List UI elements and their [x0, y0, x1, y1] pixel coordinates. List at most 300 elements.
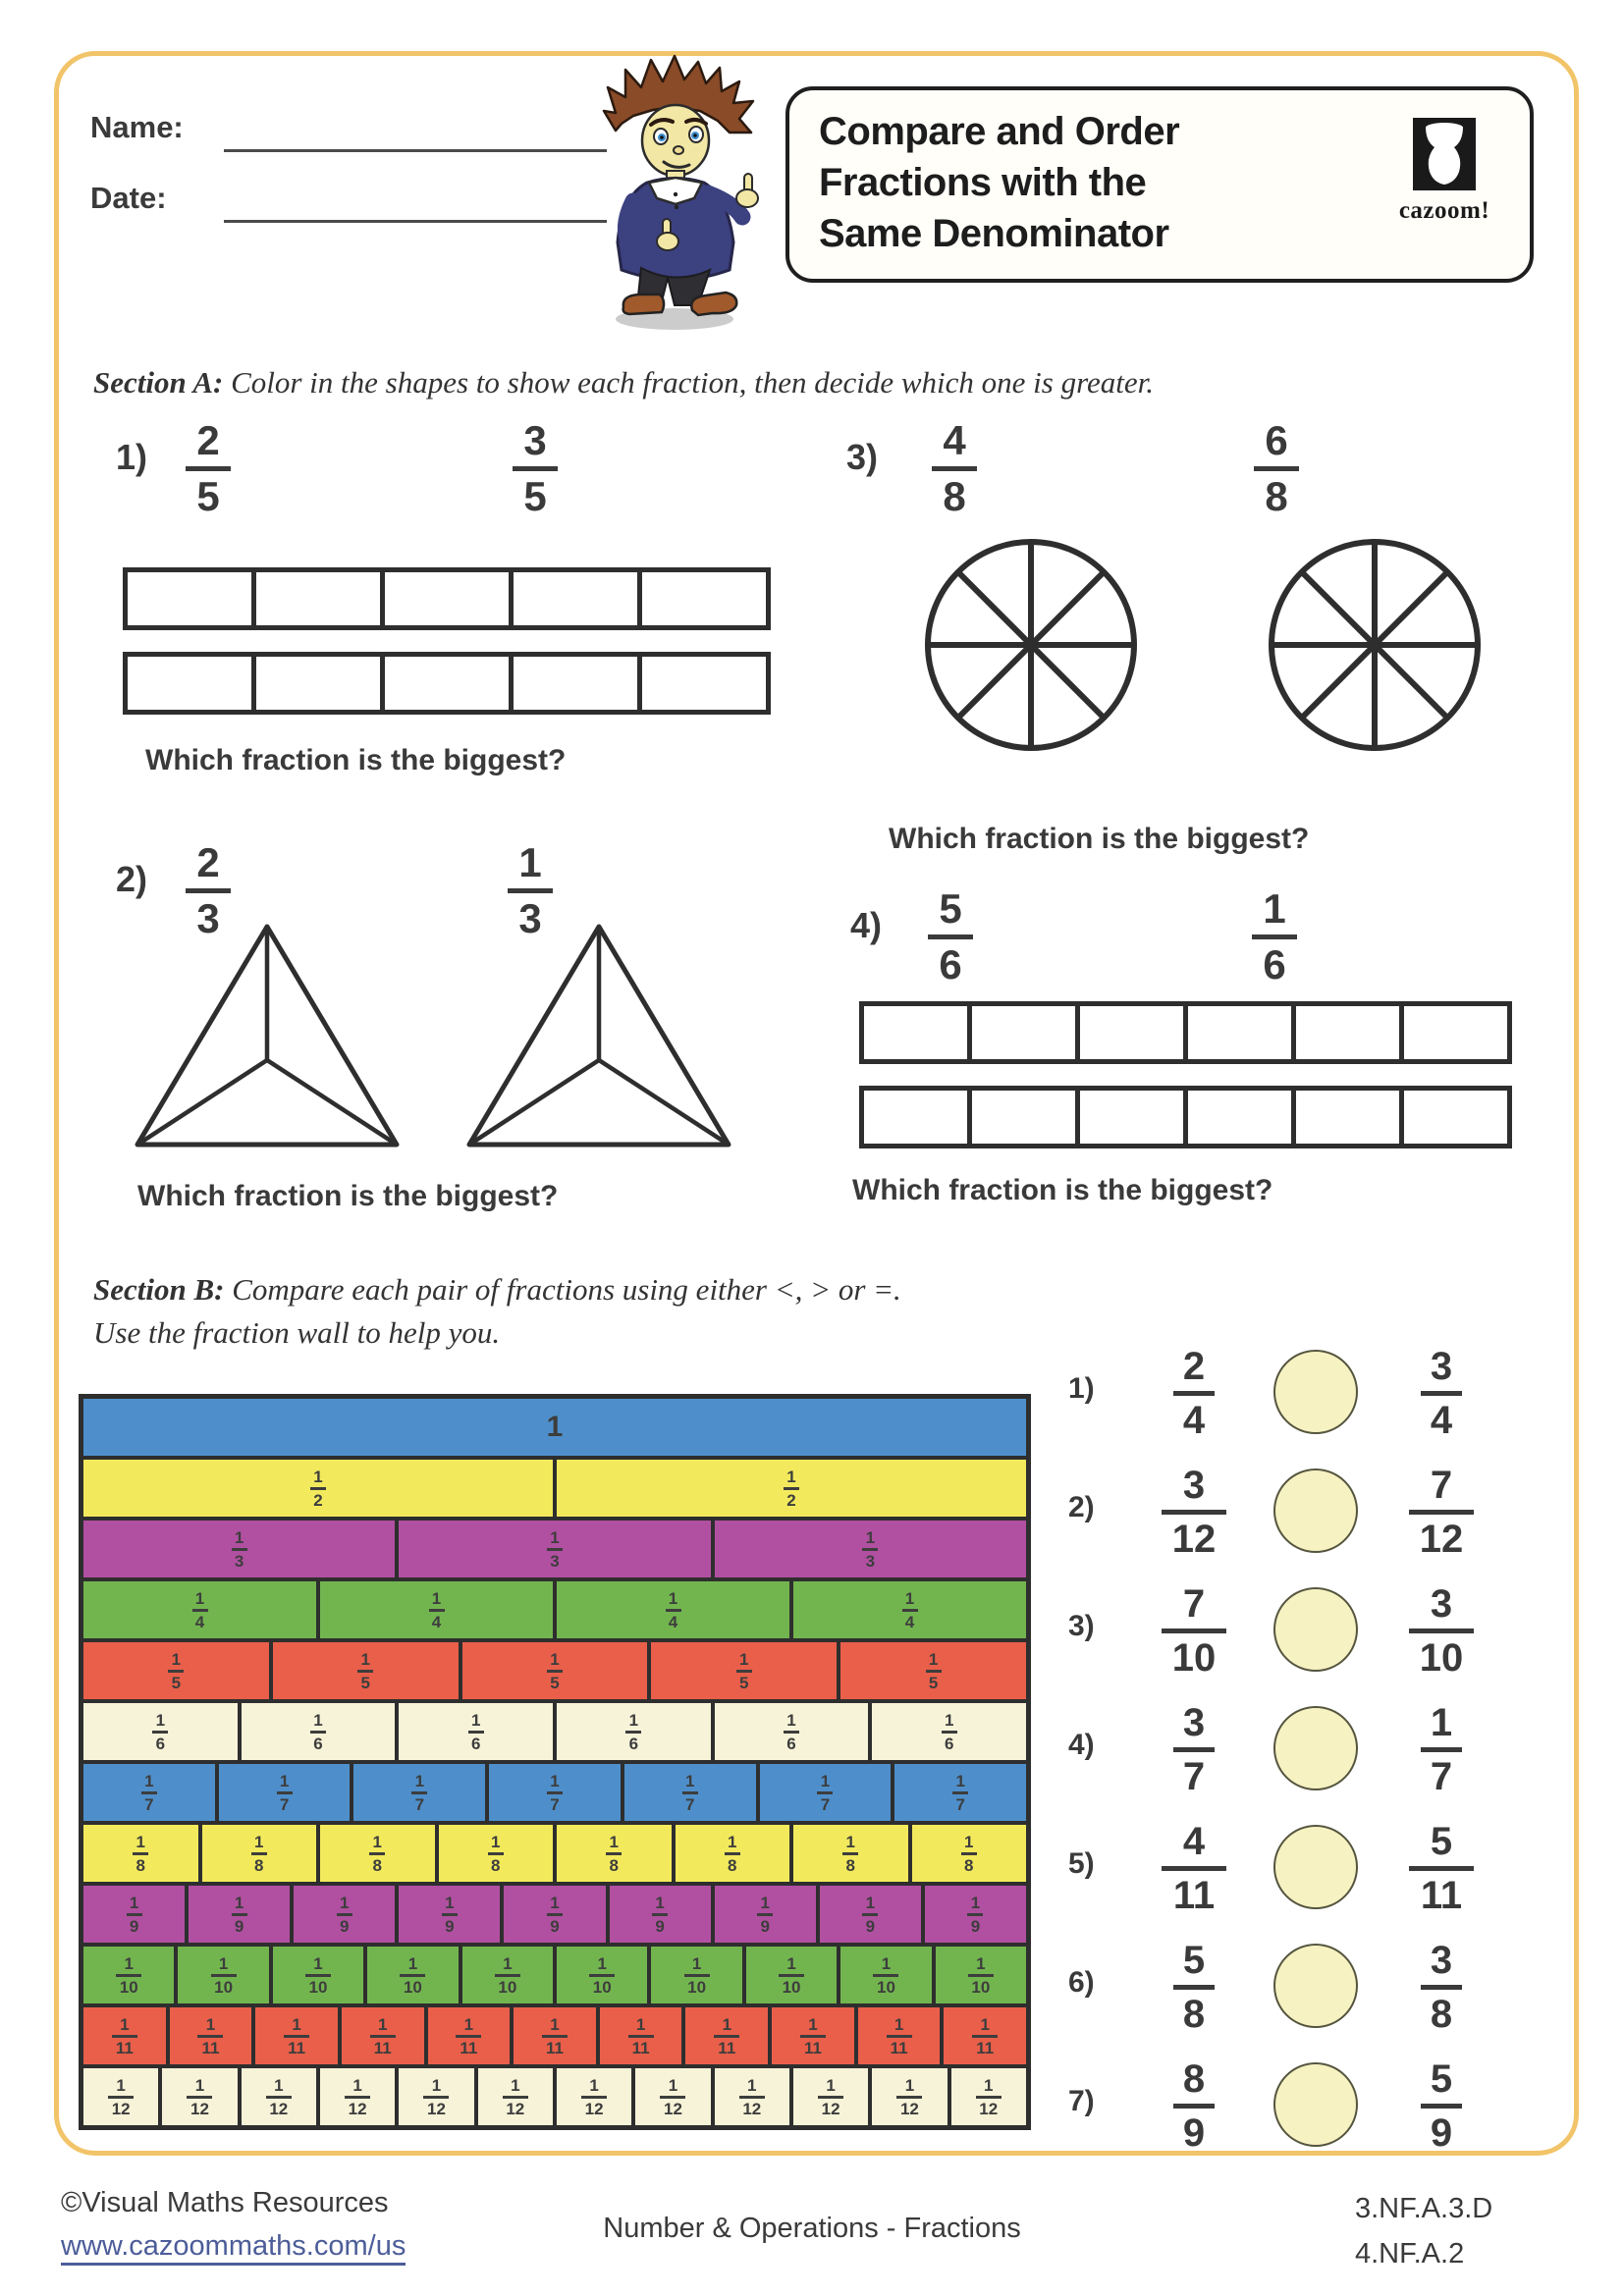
numerator: 5 [1430, 2057, 1453, 2101]
denominator: 3 [550, 1551, 560, 1571]
bar-cell[interactable] [509, 572, 637, 625]
numerator: 1 [171, 1649, 182, 1669]
wall-fraction-label [266, 2077, 292, 2117]
fraction-bar [186, 888, 231, 893]
fraction [932, 417, 977, 519]
fraction [1252, 885, 1297, 988]
numerator: 1 [1430, 1701, 1453, 1744]
numerator: 1 [463, 2014, 474, 2034]
denominator: 3 [518, 895, 542, 941]
bar-cell[interactable] [1183, 1006, 1291, 1059]
wall-fraction-label [310, 1712, 326, 1752]
wall-fraction-label [197, 2016, 223, 2056]
numerator: 1 [372, 1832, 382, 1851]
fraction-bar [817, 1791, 833, 1794]
fraction-bar [968, 1974, 994, 1977]
denominator: 11 [1172, 1874, 1216, 1917]
name-line[interactable] [224, 116, 607, 152]
footer-standard-2: 4.NF.A.2 [1355, 2238, 1465, 2269]
wall-cell [83, 1460, 553, 1517]
denominator: 4 [431, 1612, 442, 1631]
triangle-thirds-shape[interactable] [463, 921, 734, 1150]
wall-fraction-label [542, 2016, 568, 2056]
question-text: Which fraction is the biggest? [145, 744, 567, 776]
numerator: 1 [668, 2075, 678, 2095]
section-a-label: Section A: [93, 365, 224, 400]
denominator: 9 [129, 1916, 139, 1936]
wall-cell [269, 1642, 459, 1699]
cazoom-goblet-icon [1413, 118, 1476, 190]
numerator: 3 [1430, 1939, 1453, 1982]
fraction [1254, 417, 1299, 519]
wall-cell [316, 1581, 553, 1638]
comparison-answer-circle[interactable] [1273, 1944, 1358, 2028]
numerator: 1 [728, 1832, 737, 1851]
fraction-bar [1162, 1866, 1226, 1871]
denominator: 12 [190, 2099, 209, 2118]
wall-cell [395, 2068, 473, 2125]
wall-fraction-label [192, 1590, 208, 1630]
fraction-wall-row [83, 2003, 1026, 2064]
wall-cell [891, 1764, 1026, 1821]
compare-problem-row [1068, 1933, 1540, 2039]
denominator: 11 [803, 2038, 822, 2057]
numerator: 1 [904, 1588, 915, 1608]
numerator: 1 [589, 2075, 599, 2095]
fraction-bar [1421, 1391, 1462, 1396]
denominator: 11 [546, 2038, 564, 2057]
denominator: 9 [550, 1916, 560, 1936]
denominator: 7 [820, 1794, 831, 1814]
fraction-bar [133, 1852, 148, 1855]
fraction-bar [251, 1852, 267, 1855]
numerator: 1 [691, 1953, 702, 1973]
comparison-answer-circle[interactable] [1273, 1350, 1358, 1434]
wall-fraction-label [589, 1955, 615, 1996]
fraction-wall-row [83, 1760, 1026, 1821]
denominator: 8 [372, 1855, 382, 1875]
bar-cell[interactable] [380, 657, 509, 710]
denominator: 5 [171, 1673, 182, 1692]
wall-cell [816, 1886, 921, 1943]
wall-fraction-label [345, 2077, 370, 2117]
wall-cell [789, 1581, 1026, 1638]
denominator: 12 [584, 2099, 604, 2118]
numerator: 1 [550, 1893, 560, 1912]
denominator: 5 [523, 473, 547, 519]
wall-cell [553, 2068, 631, 2125]
numerator: 1 [431, 1588, 442, 1608]
bar-cell[interactable] [380, 572, 509, 625]
fraction [1409, 1822, 1474, 1915]
wall-cell [215, 1764, 351, 1821]
fraction [1421, 1347, 1462, 1440]
wall-fraction-label [187, 2077, 212, 2117]
compare-problem-row [1068, 1339, 1540, 1445]
fraction [1421, 2059, 1462, 2153]
wall-fraction-label [976, 2077, 1001, 2117]
wall-cell [711, 1521, 1026, 1577]
bar-cell[interactable] [967, 1006, 1075, 1059]
footer-url-link[interactable]: www.cazoommaths.com/us [61, 2230, 406, 2266]
denominator: 11 [1420, 1874, 1463, 1917]
fraction-wall-row [83, 1821, 1026, 1882]
wall-cell [553, 1460, 1026, 1517]
wall-cell [290, 1886, 395, 1943]
wall-fraction-label [952, 1773, 968, 1813]
numerator: 1 [445, 1893, 455, 1912]
bar-cell[interactable] [637, 657, 766, 710]
fraction-bar [1252, 934, 1297, 939]
fraction-bar [652, 1913, 668, 1916]
fraction-bar [186, 466, 231, 471]
denominator: 6 [628, 1734, 639, 1753]
bar-cell[interactable] [1399, 1091, 1507, 1144]
denominator: 2 [313, 1490, 323, 1510]
wall-cell [711, 1886, 816, 1943]
numerator: 1 [597, 1953, 607, 1973]
wall-fraction-label [896, 2077, 922, 2117]
wall-fraction-label [310, 1468, 326, 1509]
numerator: 1 [944, 1710, 954, 1730]
denominator: 9 [970, 1916, 981, 1936]
denominator: 3 [234, 1551, 244, 1571]
bar-cell[interactable] [967, 1091, 1075, 1144]
wall-fraction-label [862, 1529, 878, 1570]
bar-cell[interactable] [1075, 1006, 1183, 1059]
problem-number: 1) [1068, 1372, 1095, 1405]
wall-fraction-label [873, 1955, 898, 1996]
numerator: 1 [747, 2075, 757, 2095]
denominator: 8 [609, 1855, 619, 1875]
fraction-bar [187, 2096, 212, 2099]
fraction-bar [784, 1487, 799, 1490]
fraction-bar-shape [123, 567, 771, 630]
denominator: 9 [1430, 2111, 1453, 2155]
bar-cell[interactable] [1399, 1006, 1507, 1059]
comparison-answer-circle[interactable] [1273, 2062, 1358, 2147]
fraction-bar [784, 1731, 799, 1734]
fraction-bar [468, 1731, 484, 1734]
denominator: 12 [506, 2099, 525, 2118]
numerator: 1 [904, 2075, 915, 2095]
wall-fraction-label [411, 1773, 427, 1813]
denominator: 11 [373, 2038, 392, 2057]
fraction-bar [277, 1791, 293, 1794]
wall-fraction-label [961, 1834, 977, 1874]
fraction-bar [1254, 466, 1299, 471]
fraction-wall-row [83, 1638, 1026, 1699]
wall-cell [395, 1703, 553, 1760]
wall-fraction-label [714, 2016, 739, 2056]
worksheet-title-box [785, 86, 1534, 283]
fraction-bar [357, 1670, 373, 1673]
wall-cell [363, 1947, 458, 2003]
numerator: 7 [1182, 1582, 1206, 1626]
wall-cell [606, 1886, 711, 1943]
date-label: Date: [90, 181, 167, 215]
wall-fraction-label [423, 2077, 449, 2117]
fraction [1173, 2059, 1215, 2153]
fraction-bar [684, 1974, 710, 1977]
fraction [1173, 1347, 1215, 1440]
fraction-bar [508, 888, 553, 893]
wall-fraction-label [842, 1834, 858, 1874]
triangle-thirds-shape[interactable] [132, 921, 403, 1150]
bar-cell[interactable] [1075, 1091, 1183, 1144]
fraction-bar [926, 1670, 942, 1673]
numerator: 1 [976, 1953, 986, 1973]
numerator: 1 [414, 1771, 425, 1790]
denominator: 4 [668, 1612, 678, 1631]
footer-copyright: ©Visual Maths Resources [61, 2187, 389, 2218]
bar-cell[interactable] [509, 657, 637, 710]
denominator: 7 [279, 1794, 290, 1814]
wall-fraction-label [251, 1834, 267, 1874]
wall-fraction-label [456, 2016, 481, 2056]
cazoom-logo-text: cazoom! [1398, 197, 1490, 224]
wall-cell [166, 2007, 252, 2064]
denominator: 12 [742, 2099, 762, 2118]
problem-4-number: 4) [850, 905, 883, 945]
fraction-bar [284, 2035, 309, 2038]
title-line-1: Compare and Order [819, 110, 1180, 153]
circle-eighths-shape[interactable] [918, 532, 1144, 758]
wall-fraction-label [817, 1773, 833, 1813]
bar-cell[interactable] [128, 657, 251, 710]
wall-cell [83, 1703, 238, 1760]
comparison-answer-circle[interactable] [1273, 1825, 1358, 1909]
bar-cell[interactable] [128, 572, 251, 625]
numerator: 3 [1182, 1701, 1206, 1744]
denominator: 10 [403, 1977, 422, 1997]
fraction-bar [1162, 1510, 1226, 1515]
denominator: 9 [865, 1916, 876, 1936]
denominator: 7 [144, 1794, 154, 1814]
wall-cell [83, 2007, 166, 2064]
denominator: 9 [445, 1916, 455, 1936]
fraction-bar [1409, 1510, 1474, 1515]
wall-fraction-label [369, 1834, 385, 1874]
fraction-bar [1173, 2104, 1215, 2109]
bar-cell[interactable] [1291, 1006, 1399, 1059]
fraction-bar [682, 1791, 698, 1794]
fraction-bar [1421, 1747, 1462, 1752]
denominator: 10 [971, 1977, 991, 1997]
fraction-bar [547, 1670, 563, 1673]
wall-fraction-label [606, 1834, 622, 1874]
fraction-bar [337, 1913, 352, 1916]
denominator: 11 [201, 2038, 220, 2057]
comparison-answer-circle[interactable] [1273, 1468, 1358, 1553]
wall-cell [553, 1947, 647, 2003]
bar-cell[interactable] [864, 1091, 967, 1144]
denominator: 10 [214, 1977, 234, 1997]
bar-cell[interactable] [864, 1006, 967, 1059]
numerator: 1 [407, 1953, 418, 1973]
compare-problem-row [1068, 2052, 1540, 2158]
wall-cell [158, 2068, 237, 2125]
title-line-2: Fractions with the [819, 161, 1147, 204]
numerator: 1 [1263, 885, 1286, 932]
numerator: 1 [550, 1771, 560, 1790]
numerator: 2 [1182, 1345, 1206, 1388]
denominator: 7 [1182, 1755, 1206, 1798]
numerator: 2 [196, 839, 220, 885]
problem-3-number: 3) [846, 437, 879, 477]
wall-cell [932, 1947, 1026, 2003]
wall-fraction-label [547, 1773, 563, 1813]
fraction [1162, 1584, 1226, 1678]
wall-cell [83, 1825, 198, 1882]
wall-fraction-label [116, 1955, 141, 1996]
bar-cell[interactable] [1183, 1091, 1291, 1144]
fraction-bar [818, 2096, 843, 2099]
question-text: Which fraction is the biggest? [137, 1180, 559, 1212]
fraction-bar [1421, 2104, 1462, 2109]
compare-problem-row [1068, 1695, 1540, 1801]
wall-fraction-label [337, 1895, 352, 1935]
wall-cell [940, 2007, 1026, 2064]
wall-fraction-label [400, 1955, 425, 1996]
fraction-bar [967, 1913, 983, 1916]
wall-cell [83, 2068, 158, 2125]
numerator: 3 [1182, 1464, 1206, 1507]
fraction-bar [168, 1670, 184, 1673]
wall-cell [681, 2007, 768, 2064]
wall-cell [474, 2068, 553, 2125]
wall-fraction-label [652, 1895, 668, 1935]
denominator: 7 [955, 1794, 965, 1814]
wall-cell [316, 2068, 395, 2125]
denominator: 11 [718, 2038, 736, 2057]
numerator: 1 [292, 2014, 301, 2034]
date-line[interactable] [224, 187, 607, 223]
cazoom-logo [1380, 118, 1508, 225]
numerator: 1 [845, 1832, 855, 1851]
wall-fraction-label [211, 1955, 237, 1996]
numerator: 1 [928, 1649, 939, 1669]
denominator: 12 [1419, 1518, 1464, 1561]
footer-category: Number & Operations - Fractions [603, 2213, 1021, 2244]
wall-fraction-label [926, 1651, 942, 1691]
fraction-wall-row [83, 2064, 1026, 2125]
circle-eighths-shape[interactable] [1262, 532, 1488, 758]
fraction-bar [423, 2096, 449, 2099]
wall-fraction-label [284, 2016, 309, 2056]
footer-standard-1: 3.NF.A.3.D [1355, 2193, 1493, 2224]
bar-cell[interactable] [637, 572, 766, 625]
wall-cell [83, 1642, 269, 1699]
wall-cell [742, 1947, 837, 2003]
wall-cell [316, 1825, 435, 1882]
denominator: 10 [1419, 1636, 1464, 1680]
wall-fraction-label [108, 2077, 134, 2117]
numerator: 5 [1430, 1820, 1453, 1863]
wall-fraction-label [547, 1895, 563, 1935]
fraction-bar [211, 1974, 237, 1977]
wall-fraction-label [779, 1955, 804, 1996]
numerator: 8 [1182, 2057, 1206, 2101]
denominator: 10 [782, 1977, 801, 1997]
wall-fraction-label [305, 1955, 331, 1996]
wall-fraction-label [168, 1651, 184, 1691]
numerator: 1 [234, 1527, 244, 1547]
fraction-bar [739, 2096, 765, 2099]
bar-cell[interactable] [251, 657, 380, 710]
title-line-3: Same Denominator [819, 212, 1169, 255]
fraction-bar [345, 2096, 370, 2099]
wall-fraction-label [800, 2016, 826, 2056]
wall-fraction-label [581, 2077, 607, 2117]
wall-fraction-label [370, 2016, 396, 2056]
denominator: 10 [592, 1977, 612, 1997]
fraction-bar [1162, 1629, 1226, 1633]
wall-cell [553, 1581, 789, 1638]
worksheet-title [819, 106, 1179, 259]
numerator: 1 [470, 1710, 481, 1730]
denominator: 5 [928, 1673, 939, 1692]
numerator: 1 [668, 1588, 678, 1608]
wall-fraction-label [862, 1895, 878, 1935]
numerator: 3 [1430, 1345, 1453, 1388]
compare-problem-row [1068, 1576, 1540, 1682]
wall-fraction-label [887, 2016, 912, 2056]
wall-cell [921, 1886, 1026, 1943]
fraction-bar [972, 2035, 998, 2038]
fraction-bar [547, 1548, 563, 1551]
denominator: 10 [119, 1977, 138, 1997]
fraction-bar [902, 1609, 918, 1612]
denominator: 10 [687, 1977, 707, 1997]
numerator: 1 [218, 1953, 229, 1973]
wall-cell [908, 1825, 1027, 1882]
denominator: 9 [1182, 2111, 1206, 2155]
fraction-bar [606, 1852, 622, 1855]
fraction-bar [429, 1609, 445, 1612]
bar-cell[interactable] [251, 572, 380, 625]
numerator: 1 [881, 1953, 892, 1973]
fraction-bar [1173, 1747, 1215, 1752]
problem-number: 6) [1068, 1966, 1095, 1999]
wall-fraction-label [112, 2016, 137, 2056]
wall-fraction-label [357, 1651, 373, 1691]
wall-cell [868, 2068, 947, 2125]
wall-fraction-label [442, 1895, 458, 1935]
numerator: 3 [1430, 1582, 1453, 1626]
denominator: 8 [943, 473, 966, 519]
numerator: 1 [808, 2014, 818, 2034]
wall-cell [350, 1764, 485, 1821]
numerator: 1 [313, 1710, 323, 1730]
numerator: 1 [760, 1893, 770, 1912]
numerator: 1 [313, 1953, 323, 1973]
fraction [1173, 1941, 1215, 2034]
bar-cell[interactable] [1291, 1091, 1399, 1144]
comparison-answer-circle[interactable] [1273, 1706, 1358, 1790]
wall-cell [83, 1886, 185, 1943]
wall-cell [83, 1521, 395, 1577]
wall-cell [631, 2068, 710, 2125]
wall-cell [647, 1642, 837, 1699]
comparison-answer-circle[interactable] [1273, 1587, 1358, 1672]
wall-fraction-label [757, 1895, 773, 1935]
wall-cell [269, 1947, 363, 2003]
numerator: 1 [893, 2014, 904, 2034]
fraction-bar [628, 2035, 654, 2038]
fraction-bar [369, 1852, 385, 1855]
fraction-wall-row [83, 1517, 1026, 1577]
